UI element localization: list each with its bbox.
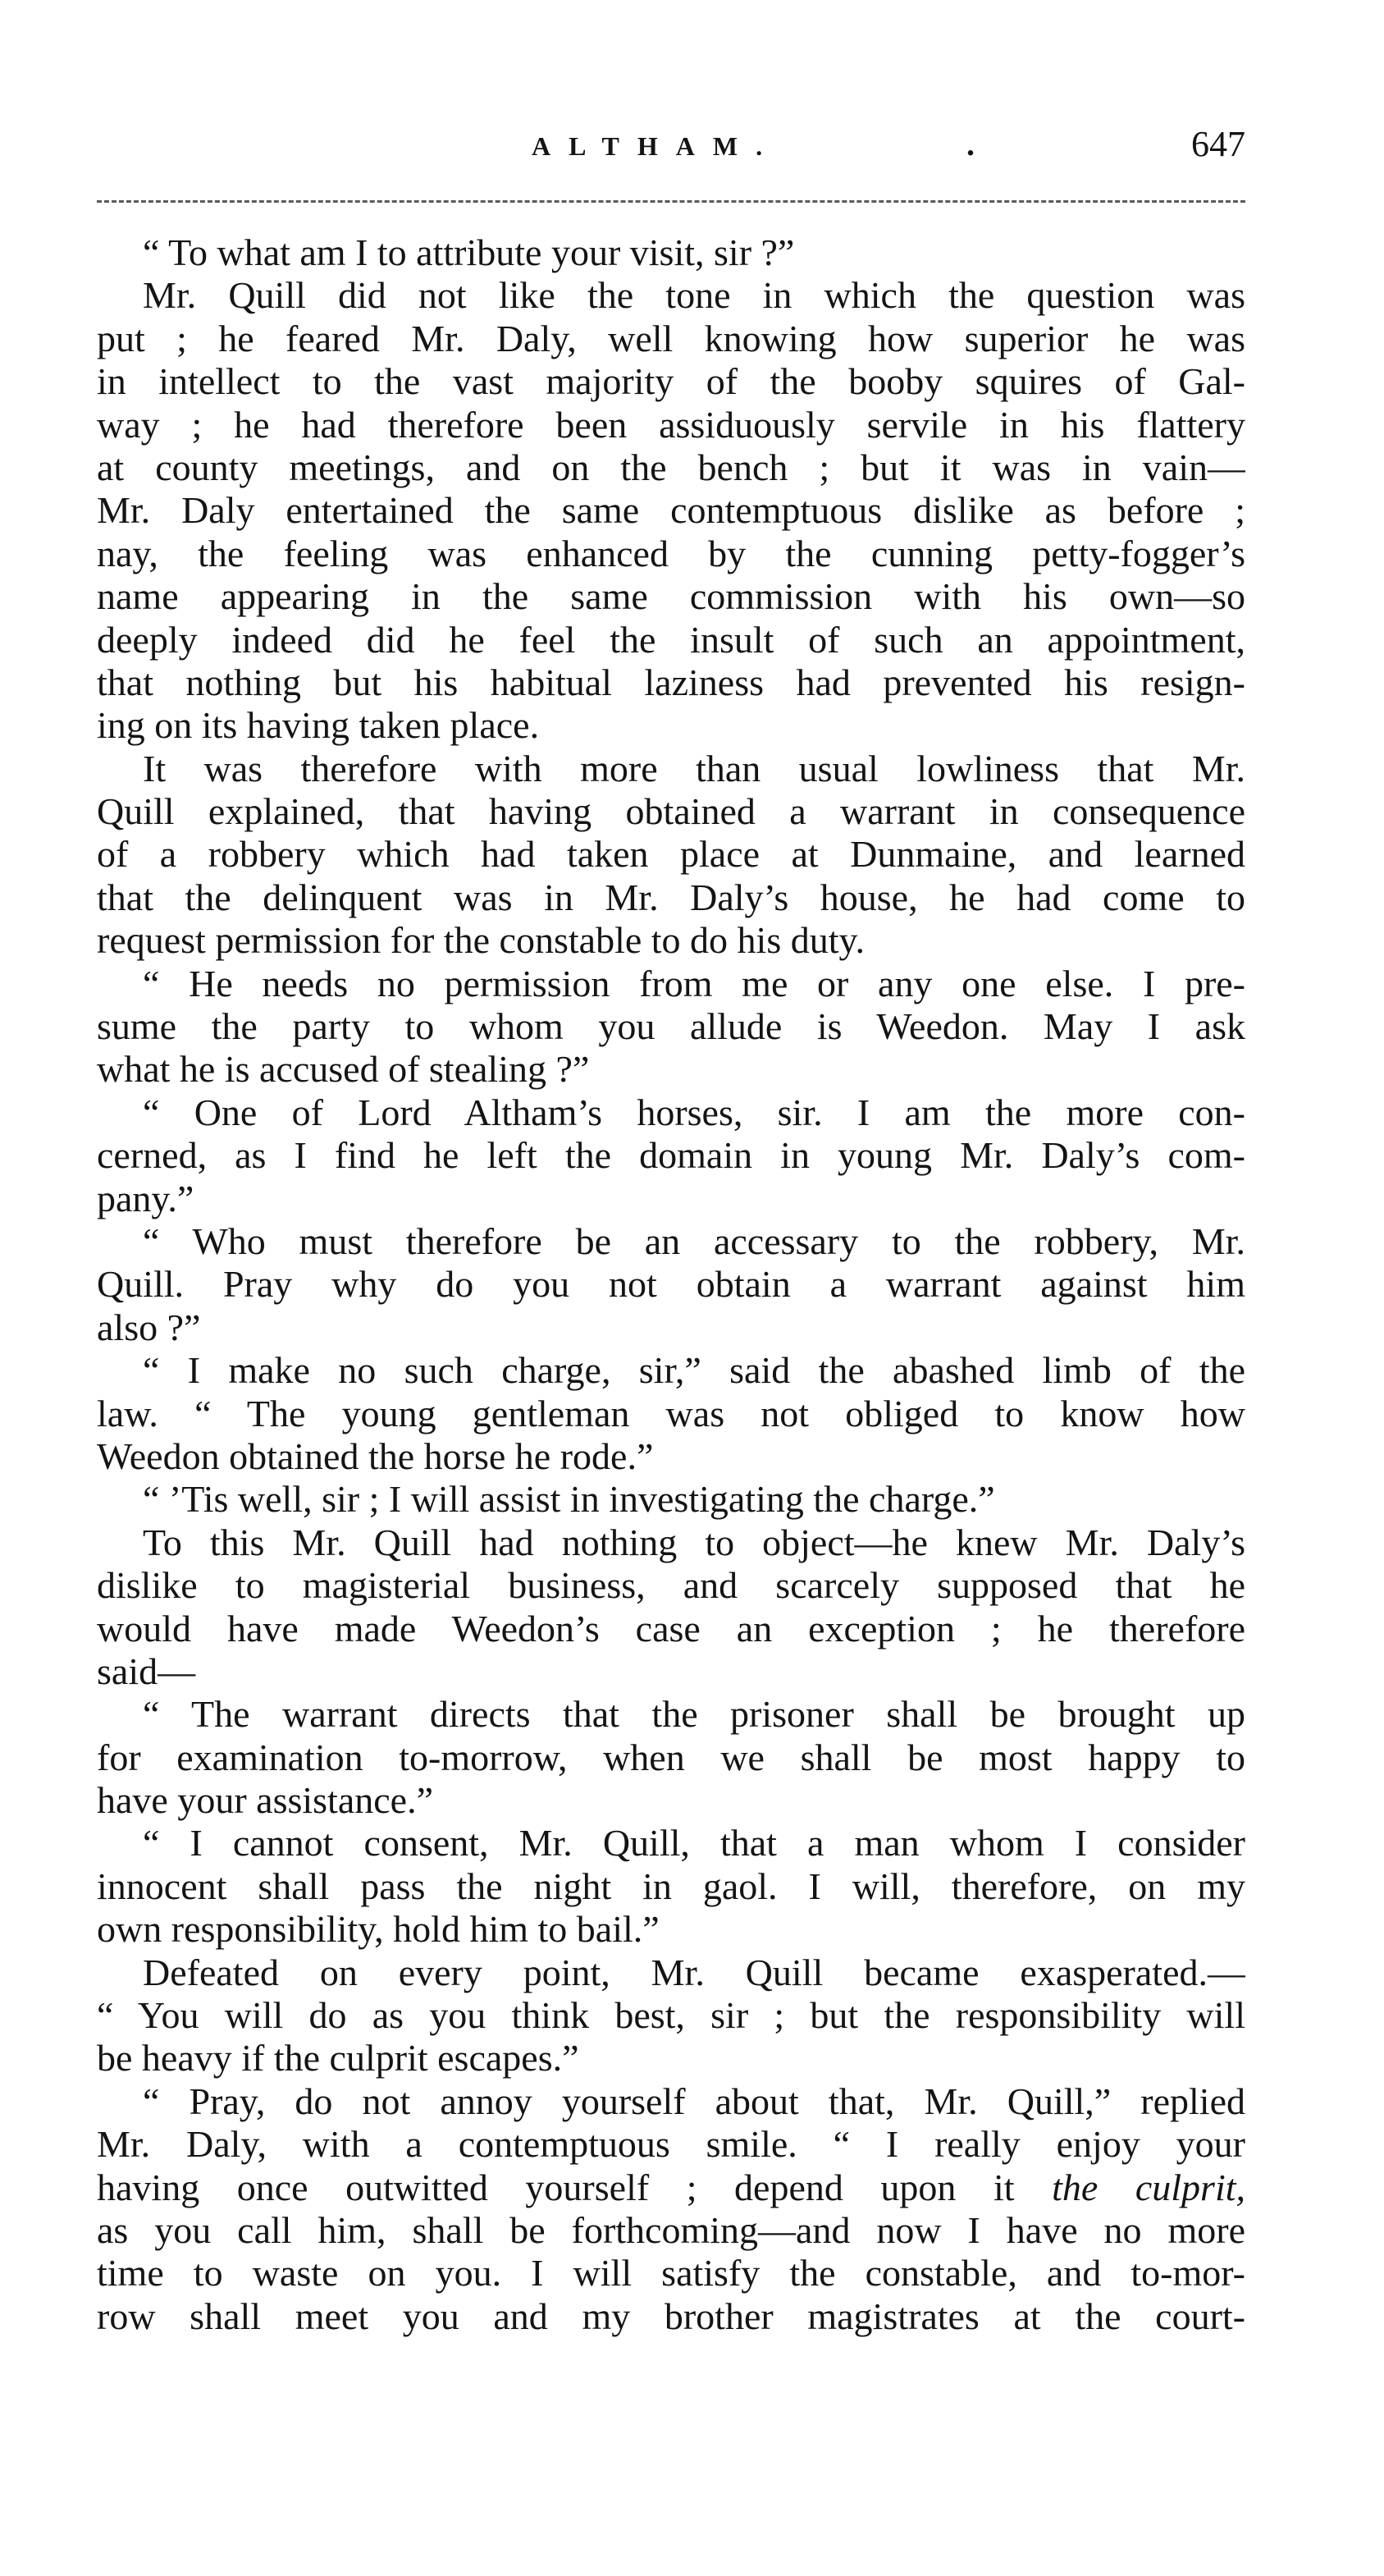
text-line: put ; he feared Mr. Daly, well knowing how superior he was [97, 317, 1245, 359]
text-line: of a robbery which had taken place at Dunmaine, and learned [97, 833, 1245, 876]
text-line: what he is accused of stealing ?” [97, 1048, 590, 1091]
text-line: cerned, as I find he left the domain in young Mr. Daly’s com- [97, 1134, 1245, 1177]
text-line: time to waste on you. I will satisfy the constable, and to-mor- [97, 2252, 1245, 2295]
text-line: as you call him, shall be forthcoming—and now I have no more [97, 2208, 1245, 2251]
body-text [97, 231, 1245, 2338]
text-line: name appearing in the same commission with his own—so [97, 575, 1245, 618]
text-line: be heavy if the culprit escapes.” [97, 2037, 579, 2080]
text-line: Weedon obtained the horse he rode.” [97, 1434, 654, 1477]
text-line: said— [97, 1649, 196, 1692]
text-line: Quill. Pray why do you not obtain a warrant against him [97, 1263, 1245, 1306]
running-head: ALTHAM. [532, 131, 781, 161]
text-line: would have made Weedon’s case an exception ; he therefore [97, 1607, 1245, 1649]
text-line: “ One of Lord Altham’s horses, sir. I am the more con- [143, 1091, 1245, 1133]
text-line: at county meetings, and on the bench ; but it was in vain— [97, 446, 1245, 488]
italic-text: the culprit, [1052, 2166, 1245, 2208]
page-header [97, 123, 1245, 172]
text-line: “ ’Tis well, sir ; I will assist in investigating the charge.” [143, 1478, 995, 1521]
text-line: “ Who must therefore be an accessary to the robbery, Mr. [143, 1219, 1245, 1262]
text-line: To this Mr. Quill had nothing to object—he knew Mr. Daly’s [143, 1521, 1245, 1563]
text-line: It was therefore with more than usual lowliness that Mr. [143, 747, 1245, 789]
text-line: Defeated on every point, Mr. Quill became exasperated.— [143, 1951, 1245, 1993]
text-line: request permission for the constable to do his duty. [97, 919, 866, 962]
header-rule [97, 200, 1245, 203]
header-ornament-dot: . [966, 126, 975, 162]
text-line: Mr. Daly entertained the same contemptuous dislike as before ; [97, 489, 1245, 532]
text-line: “ The warrant directs that the prisoner shall be brought up [143, 1693, 1245, 1736]
text-line: that nothing but his habitual laziness had prevented his resign- [97, 661, 1245, 703]
text-line: Mr. Quill did not like the tone in which the question was [143, 274, 1245, 317]
text-line: “ Pray, do not annoy yourself about that, Mr. Quill,” replied [143, 2080, 1245, 2122]
text-line: “ I make no such charge, sir,” said the abashed limb of the [143, 1349, 1245, 1392]
text-line: for examination to-morrow, when we shall be most happy to [97, 1736, 1245, 1778]
text-line: in intellect to the vast majority of the booby squires of Gal- [97, 360, 1245, 403]
text-line: have your assistance.” [97, 1779, 434, 1822]
text-line: law. “ The young gentleman was not obliged to know how [97, 1392, 1245, 1434]
text-line: row shall meet you and my brother magistrates at the court- [97, 2295, 1245, 2337]
page-number: 647 [1191, 124, 1245, 164]
text-line [97, 2166, 1245, 2209]
text-line: “ I cannot consent, Mr. Quill, that a man whom I consider [143, 1822, 1245, 1865]
text-line: dislike to magisterial business, and scarcely supposed that he [97, 1564, 1245, 1607]
text-line: pany.” [97, 1177, 194, 1219]
text-line: innocent shall pass the night in gaol. I will, therefore, on my [97, 1865, 1245, 1907]
text-line: Quill explained, that having obtained a warrant in consequence [97, 790, 1245, 833]
text-line: Mr. Daly, with a contemptuous smile. “ I really enjoy your [97, 2123, 1245, 2166]
text-line: “ To what am I to attribute your visit, sir ?” [143, 231, 795, 273]
text-line: also ?” [97, 1306, 201, 1348]
text-line: that the delinquent was in Mr. Daly’s house, he had come to [97, 876, 1245, 918]
text-line: ing on its having taken place. [97, 704, 540, 747]
text-line: sume the party to whom you allude is Weedon. May I ask [97, 1005, 1245, 1048]
text-line: deeply indeed did he feel the insult of such an appointment, [97, 618, 1245, 661]
text-line: “ He needs no permission from me or any one else. I pre- [143, 962, 1245, 1004]
text-line: way ; he had therefore been assiduously servile in his flattery [97, 403, 1245, 446]
text-line: “ You will do as you think best, sir ; but the responsibility will [97, 1994, 1245, 2037]
text-run: having once outwitted yourself ; depend upon it [97, 2166, 1015, 2208]
text-line: nay, the feeling was enhanced by the cunning petty-fogger’s [97, 532, 1245, 574]
text-line: own responsibility, hold him to bail.” [97, 1908, 660, 1951]
